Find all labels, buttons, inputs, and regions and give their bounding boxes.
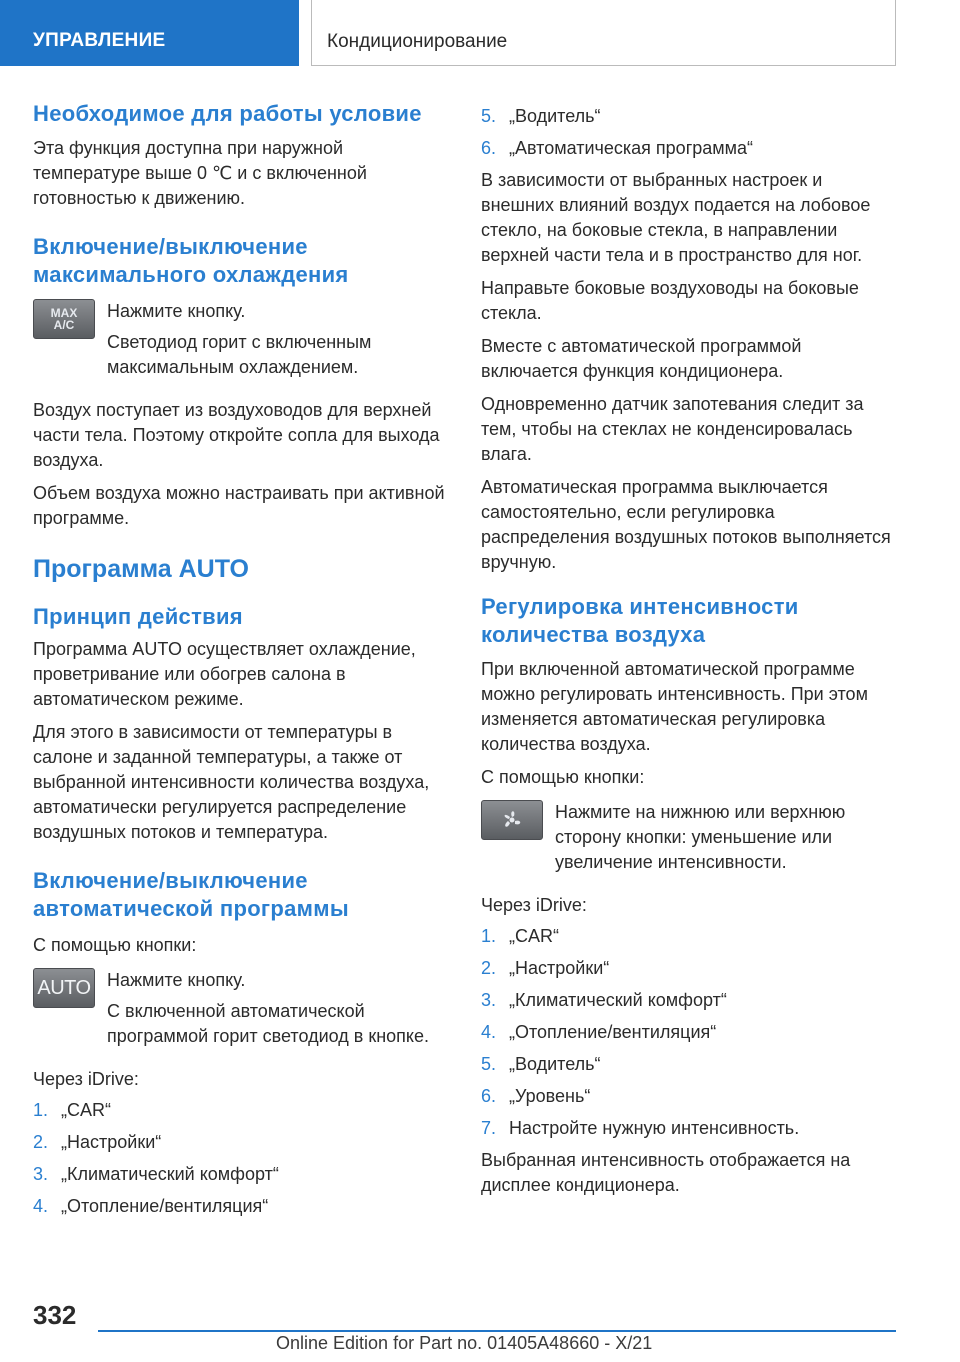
- heading-intensity: Регулировка интенсивности количества воздуха: [481, 594, 799, 647]
- footer-divider: [98, 1330, 896, 1332]
- paragraph-press-fan: Нажмите на нижнюю или верхнюю сторону кнопки: уменьшение или увеличение интенсивности.: [555, 802, 846, 872]
- paragraph-sensor: Одновременно датчик запотевания следит за тем, чтобы на стеклах не конденсировалась влага.: [481, 394, 864, 464]
- list-item: 2. „Настройки“: [33, 1132, 162, 1152]
- left-steps-list: [33, 1098, 445, 1219]
- heading-principle: Принцип действия: [33, 604, 243, 629]
- max-ac-block: [33, 299, 445, 380]
- auto-block: [33, 968, 445, 1049]
- fan-icon: [481, 800, 543, 840]
- heading-condition: Необходимое для работы условие: [33, 101, 422, 126]
- paragraph-led-max: Светодиод горит с включенным максимальным охлаждением.: [107, 332, 372, 377]
- list-item: 2. „Настройки“: [481, 958, 610, 978]
- right-steps-cont: [481, 104, 896, 161]
- paragraph-auto-1: Программа AUTO осуществляет охлаждение, проветривание или обогрев салона в автоматическом режиме.: [33, 639, 416, 709]
- max-ac-line1: MAX: [50, 306, 78, 320]
- paragraph-ac: Вместе с автоматической программой включается функция кондиционера.: [481, 336, 802, 381]
- paragraph-vents: Направьте боковые воздуховоды на боковые стекла.: [481, 278, 859, 323]
- list-item: 5. „Водитель“: [481, 1054, 601, 1074]
- heading-auto-onoff: Включение/выключение автоматической программы: [33, 868, 349, 921]
- paragraph-condition: Эта функция доступна при наружной температуре выше 0 ℃ и с включенной готовностью к движению.: [33, 138, 367, 208]
- paragraph-with-button-right: С помощью кнопки:: [481, 767, 645, 787]
- paragraph-auto-2: Для этого в зависимости от температуры в салоне и заданной температуры, а также от выбранной интенсивности количества воздуха, автоматически регулируется распределение воздушных потоков и температура.: [33, 722, 430, 842]
- list-item: 4. „Отопление/вентиляция“: [33, 1196, 269, 1216]
- paragraph-intensity: При включенной автоматической программе можно регулировать интенсивность. При этом изменяется автоматическая регулировка количества воздуха.: [481, 659, 868, 754]
- list-item: 3. „Климатический комфорт“: [481, 990, 727, 1010]
- paragraph-auto-off: Автоматическая программа выключается самостоятельно, если регулировка распределения воздушных потоков выполняется вручную.: [481, 477, 891, 572]
- list-item: 5. „Водитель“: [481, 106, 601, 126]
- right-steps-list: [481, 924, 896, 1141]
- list-item: 6. „Уровень“: [481, 1086, 591, 1106]
- paragraph-press-button: Нажмите кнопку.: [107, 301, 246, 321]
- paragraph-display: Выбранная интенсивность отображается на дисплее кондиционера.: [481, 1150, 851, 1195]
- heading-max-cooling: Включение/выключение максимального охлаждения: [33, 234, 349, 287]
- max-ac-line2: A/C: [53, 318, 75, 332]
- list-item: 7. Настройте нужную интенсивность.: [481, 1118, 800, 1138]
- paragraph-with-button: С помощью кнопки:: [33, 935, 197, 955]
- paragraph-idrive-right: Через iDrive:: [481, 895, 587, 915]
- paragraph-air-supply: В зависимости от выбранных настроек и внешних влияний воздух подается на лобовое стекло, на боковые стекла, в направлении верхней части тела и в пространство для ног.: [481, 170, 871, 265]
- right-column: [481, 100, 896, 1198]
- fan-block: [481, 800, 896, 875]
- paragraph-idrive: Через iDrive:: [33, 1069, 139, 1089]
- paragraph-press-button-2: Нажмите кнопку.: [107, 970, 246, 990]
- fan-symbol-icon: [497, 807, 527, 833]
- auto-button-label: AUTO: [37, 977, 91, 999]
- section-tab: УПРАВЛЕНИЕ: [0, 0, 299, 66]
- paragraph-led-auto: С включенной автоматической программой горит светодиод в кнопке.: [107, 1001, 429, 1046]
- list-item: 6. „Автоматическая программа“: [481, 138, 754, 158]
- left-column: [33, 100, 445, 1226]
- footer-edition: Online Edition for Part no. 01405A48660 - X/21: [276, 1333, 653, 1353]
- list-item: 3. „Климатический комфорт“: [33, 1164, 279, 1184]
- list-item: 1. „CAR“: [33, 1100, 111, 1120]
- list-item: 4. „Отопление/вентиляция“: [481, 1022, 717, 1042]
- chapter-title: Кондиционирование: [311, 0, 896, 66]
- paragraph-air-upper: Воздух поступает из воздуховодов для верхней части тела. Поэтому откройте сопла для выхода воздуха.: [33, 400, 440, 470]
- page-number: 332: [33, 1300, 77, 1330]
- list-item: 1. „CAR“: [481, 926, 559, 946]
- heading-auto-program: Программа AUTO: [33, 555, 249, 583]
- max-ac-button-label: [33, 299, 95, 339]
- paragraph-air-volume: Объем воздуха можно настраивать при активной программе.: [33, 483, 445, 528]
